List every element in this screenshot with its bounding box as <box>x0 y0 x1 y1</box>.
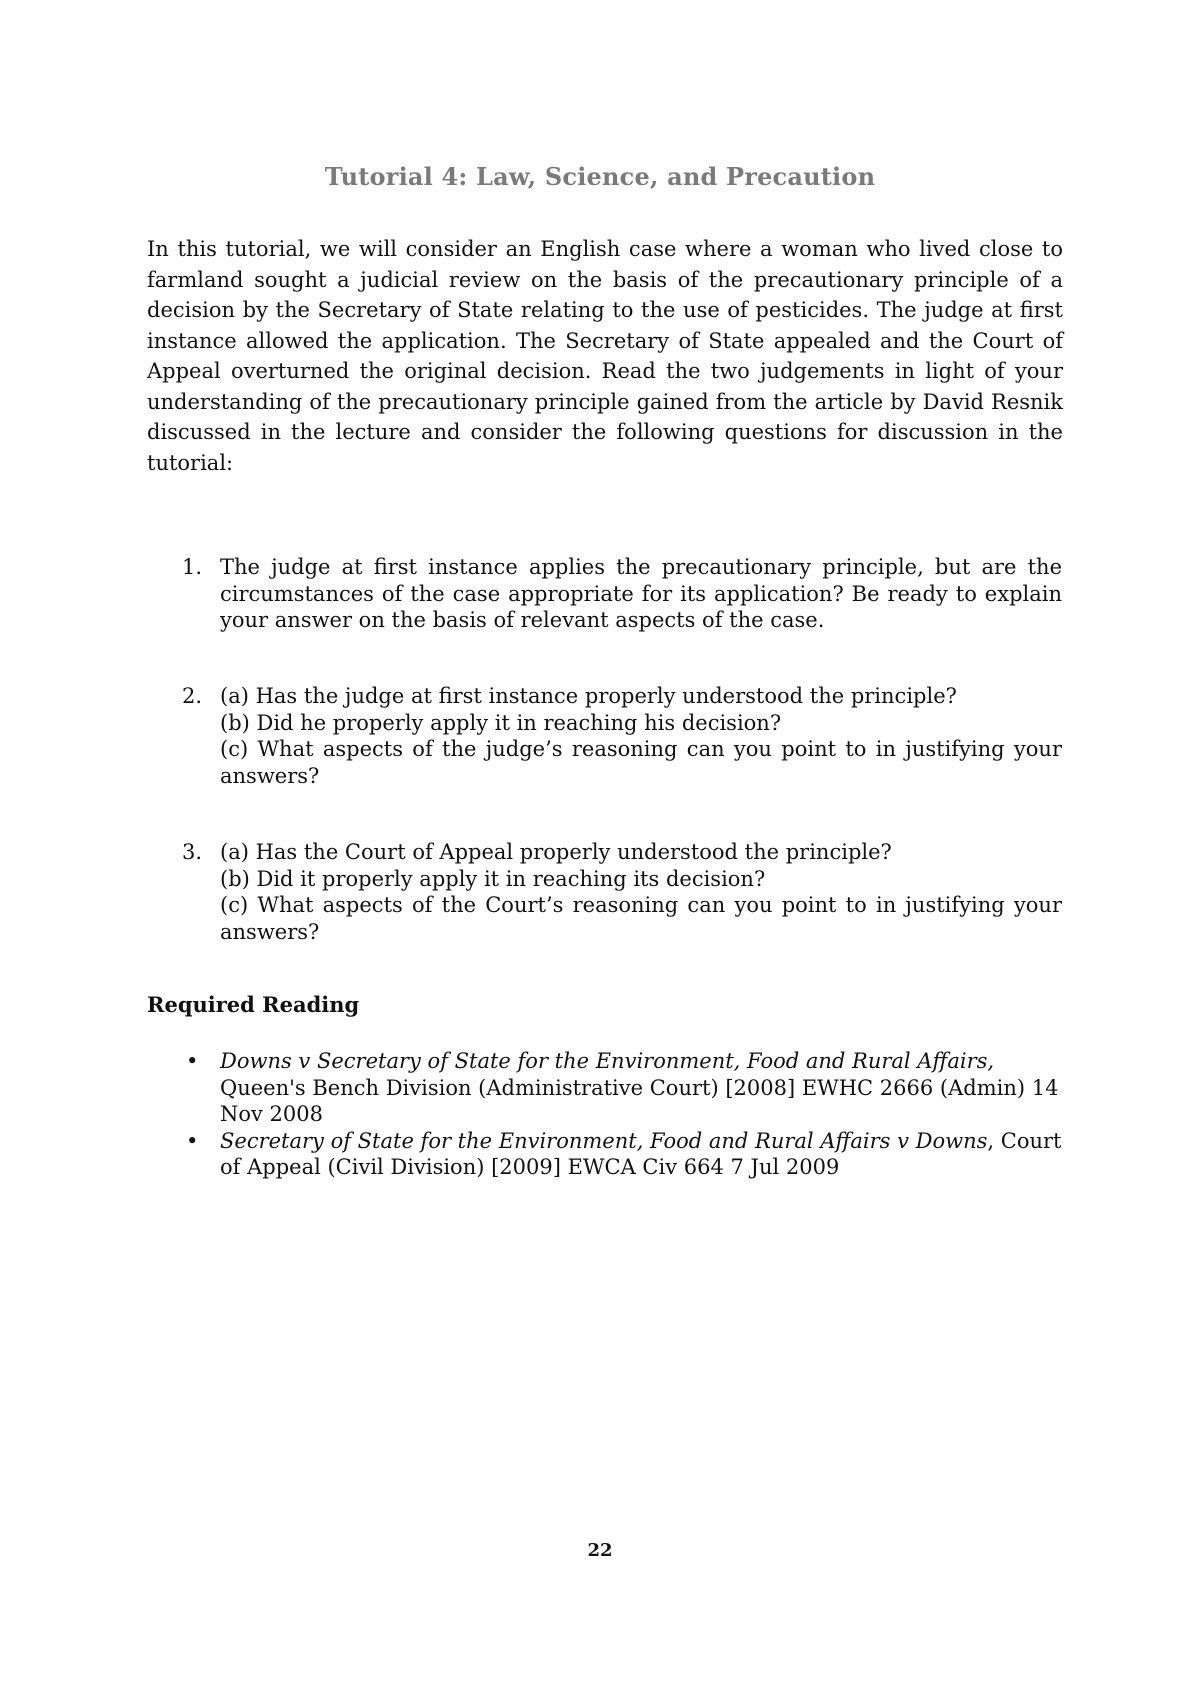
question-part-b: (b) Did he properly apply it in reaching his decision? <box>220 710 782 735</box>
question-number: 2. <box>182 684 203 708</box>
question-3 <box>182 839 1062 945</box>
required-reading-heading: Required Reading <box>147 992 360 1017</box>
question-part-a: (a) Has the judge at first instance properly understood the principle? <box>220 684 957 708</box>
page-title: Tutorial 4: Law, Science, and Precaution <box>324 162 876 192</box>
bullet-icon: • <box>186 1128 199 1153</box>
question-part-c: (c) What aspects of the judge’s reasoning can you point to in justifying your answers? <box>220 737 1062 788</box>
question-part-b: (b) Did it properly apply it in reaching its decision? <box>220 866 766 891</box>
question-number: 1. <box>182 555 203 579</box>
case-title: Downs v Secretary of State for the Environment, Food and Rural Affairs, <box>220 1049 995 1073</box>
reading-item <box>182 1128 1062 1181</box>
intro-paragraph: In this tutorial, we will consider an English case where a woman who lived close to farmland sought a judicial review on the basis of the precautionary principle of a decision by the Secretary of State relating to the use of pesticides. The judge at first instance allowed the application. The Secretary of State appealed and the Court of Appeal overturned the original decision. Read the two judgements in light of your understanding of the precautionary principle gained from the article by David Resnik discussed in the lecture and consider the following questions for discussion in the tutorial: <box>147 237 1063 475</box>
page-number: 22 <box>587 1540 613 1561</box>
question-part-a: (a) Has the Court of Appeal properly understood the principle? <box>220 840 892 864</box>
required-reading-list <box>182 1048 1062 1181</box>
case-citation: Queen's Bench Division (Administrative Court) [2008] EWHC 2666 (Admin) 14 Nov 2008 <box>220 1075 1059 1126</box>
question-number: 3. <box>182 840 203 864</box>
case-citation: , Court of Appeal (Civil Division) [2009] EWCA Civ 664 7 Jul 2009 <box>220 1128 1062 1179</box>
case-title: Secretary of State for the Environment, Food and Rural Affairs v Downs <box>220 1128 988 1153</box>
question-part-c: (c) What aspects of the Court’s reasoning can you point to in justifying your answers? <box>220 893 1062 944</box>
reading-item <box>182 1048 1062 1128</box>
question-2 <box>182 683 1062 789</box>
question-1 <box>182 554 1062 634</box>
question-text: The judge at first instance applies the precautionary principle, but are the circumstances of the case appropriate for its application? Be ready to explain your answer on the basis of relevant aspects of the case. <box>220 555 1062 632</box>
bullet-icon: • <box>186 1049 199 1073</box>
